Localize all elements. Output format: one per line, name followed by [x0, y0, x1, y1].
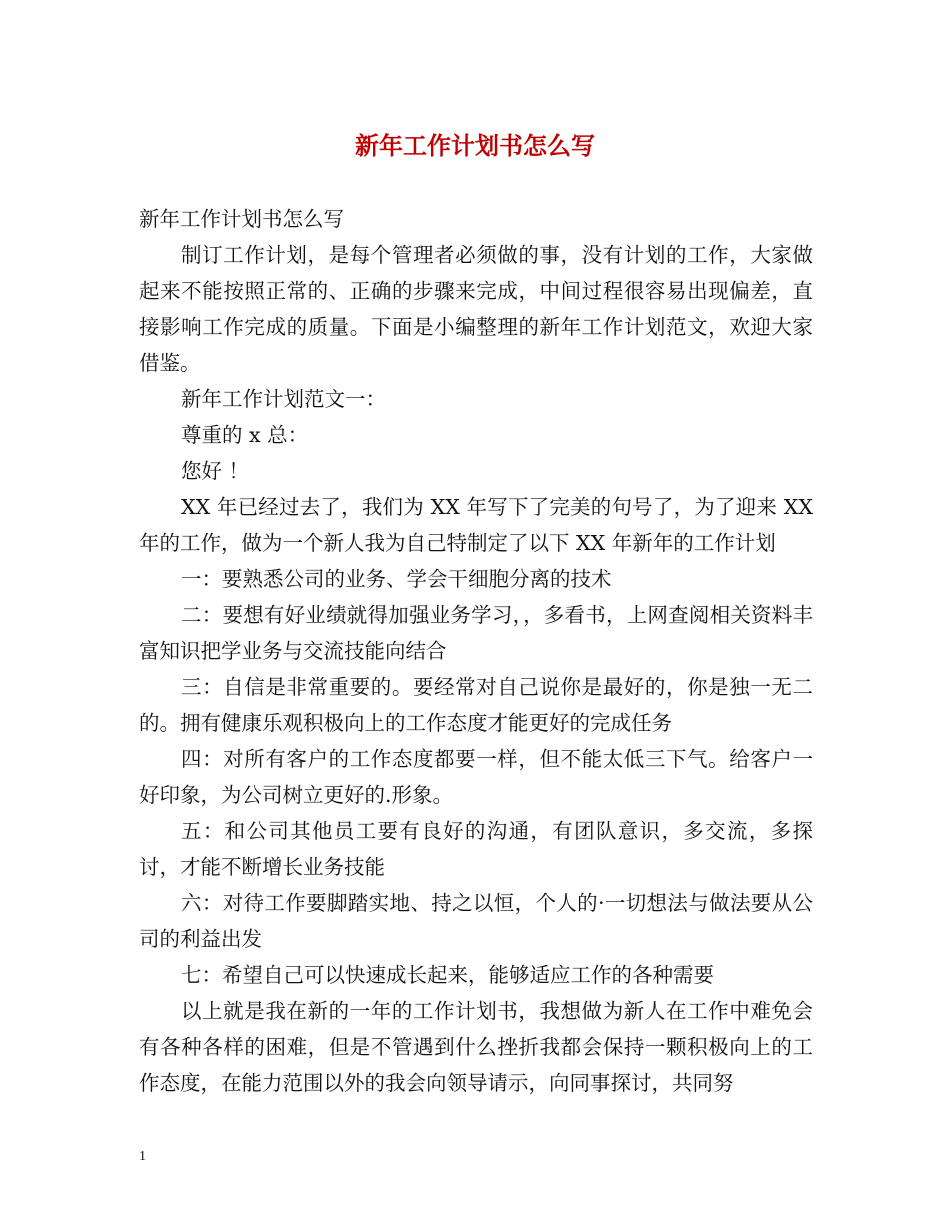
paragraph-sample-title: 新年工作计划范文一：: [181, 387, 386, 411]
paragraph-salutation: 尊重的 x 总：: [181, 423, 309, 447]
paragraph-item-3: 三：自信是非常重要的。要经常对自己说你是最好的，你是独一无二的。拥有健康乐观积极向上的工作态度才能更好的完成任务: [139, 675, 813, 735]
paragraph-greeting: 您好 ！: [181, 459, 250, 483]
document-body: [139, 201, 813, 1101]
heading-line: 新年工作计划书怎么写: [139, 207, 344, 231]
paragraph-item-5: 五：和公司其他员工要有良好的沟通，有团队意识，多交流，多探讨，才能不断增长业务技能: [139, 819, 813, 879]
page-number: 1: [139, 1149, 146, 1164]
document-title: 新年工作计划书怎么写: [355, 131, 595, 160]
paragraph-intro: 制订工作计划，是每个管理者必须做的事，没有计划的工作，大家做起来不能按照正常的、正确的步骤来完成，中间过程很容易出现偏差，直接影响工作完成的质量。下面是小编整理的新年工作计划范文，欢迎大家借鉴。: [139, 243, 813, 375]
paragraph-item-2: 二：要想有好业绩就得加强业务学习，，多看书，上网查阅相关资料丰富知识把学业务与交流技能向结合: [139, 603, 813, 663]
paragraph-item-4: 四：对所有客户的工作态度都要一样，但不能太低三下气。给客户一好印象，为公司树立更好的.形象。: [139, 747, 813, 807]
paragraph-opening: XX 年已经过去了，我们为 XX 年写下了完美的句号了，为了迎来 XX 年的工作，做为一个新人我为自己特制定了以下 XX 年新年的工作计划: [139, 495, 813, 555]
paragraph-item-1: 一：要熟悉公司的业务、学会干细胞分离的技术: [181, 567, 612, 591]
paragraph-item-6: 六：对待工作要脚踏实地、持之以恒，个人的·一切想法与做法要从公司的利益出发: [139, 891, 813, 951]
paragraph-closing: 以上就是我在新的一年的工作计划书，我想做为新人在工作中难免会有各种各样的困难，但是不管遇到什么挫折我都会保持一颗积极向上的工作态度，在能力范围以外的我会向领导请示，向同事探讨，共同努: [139, 999, 813, 1095]
paragraph-item-7: 七：希望自己可以快速成长起来，能够适应工作的各种需要: [181, 963, 714, 987]
